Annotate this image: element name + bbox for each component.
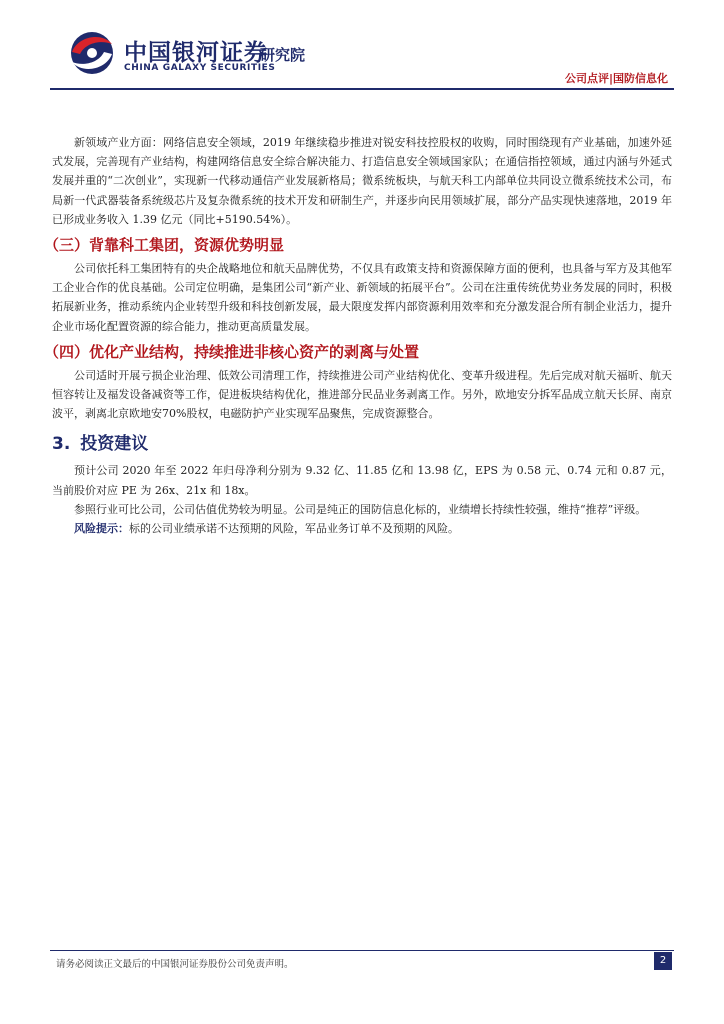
paragraph-risk <box>52 519 672 538</box>
paragraph-section-4: 公司适时开展亏损企业治理、低效公司清理工作，持续推进公司产业结构优化、变革升级进程。先后完成对航天福昕、航天恒容转让及福发设备减资等工作，促进板块结构优化，推进部分民品业务剥离工作。另外，欧地安分拆军品成立航天长屏、南京波平，剥离北京欧地安70%股权，电磁防护产业实现军品聚焦，完成资源整合。 <box>52 368 672 421</box>
footer-disclaimer: 请务必阅读正文最后的中国银河证券股份公司免责声明。 <box>56 959 294 970</box>
footer-divider <box>50 950 674 951</box>
report-category: 公司点评|国防信息化 <box>564 72 668 85</box>
heading-investment-advice <box>52 433 672 455</box>
galaxy-logo-icon <box>68 30 118 76</box>
paragraph-new-field: 新领域产业方面：网络信息安全领域，2019 年继续稳步推进对锐安科技控股权的收购，同时围绕现有产业基础，加速外延式发展，完善现有产业结构，构建网络信息安全综合解决能力、打造信息安全领域国家队；在通信指控领域，通过内涵与外延式发展并重的“二次创业”，实现新一代移动通信产业发展新格局；微系统板块，与航天科工内部单位共同设立微系统技术公司，布局新一代武器装备系统级芯片及复杂微系统的技术开发和研制生产，并逐步向民用领域扩展，部分产品实现快速落地，2019 年已形成业务收入 1.39 亿元（同比+5190.54%）。 <box>52 136 672 226</box>
section-heading-4: （四）优化产业结构，持续推进非核心资产的剥离与处置 <box>44 342 420 361</box>
header-divider <box>50 88 674 90</box>
risk-text: 标的公司业绩承诺不达预期的风险，军品业务订单不及预期的风险。 <box>129 522 459 536</box>
page-number: 2 <box>654 952 672 970</box>
report-body <box>44 133 672 538</box>
logo-chinese-name: 中国银河证券 <box>124 40 268 66</box>
section-heading-3: （三）背靠科工集团，资源优势明显 <box>44 236 285 255</box>
heading-text: 投资建议 <box>80 434 149 455</box>
paragraph-forecast: 预计公司 2020 年至 2022 年归母净利分别为 9.32 亿、11.85 亿和 13.98 亿，EPS 为 0.58 元、0.74 元和 0.87 元，当前股价对应 PE 为 26x、21x 和 18x。 <box>52 464 672 497</box>
heading-number: 3. <box>52 434 71 455</box>
company-logo <box>68 28 338 80</box>
paragraph-section-3: 公司依托科工集团特有的央企战略地位和航天品牌优势，不仅具有政策支持和资源保障方面的便利，也具备与军方及其他军工企业合作的优良基础。公司定位明确，是集团公司“新产业、新领域的拓展平台”。公司在注重传统优势业务发展的同时，积极拓展新业务，推动系统内企业转型升级和科技创新发展，最大限度发挥内部资源利用效率和充分激发混合所有制企业活力，提升企业市场化配置资源的综合能力，推动更高质量发展。 <box>52 262 672 333</box>
logo-institute: 研究院 <box>260 46 306 64</box>
paragraph-valuation: 参照行业可比公司，公司估值优势较为明显。公司是纯正的国防信息化标的，业绩增长持续性较强，维持“推荐”评级。 <box>74 502 647 516</box>
risk-label: 风险提示： <box>74 522 129 536</box>
logo-english-name: CHINA GALAXY SECURITIES <box>124 63 276 73</box>
